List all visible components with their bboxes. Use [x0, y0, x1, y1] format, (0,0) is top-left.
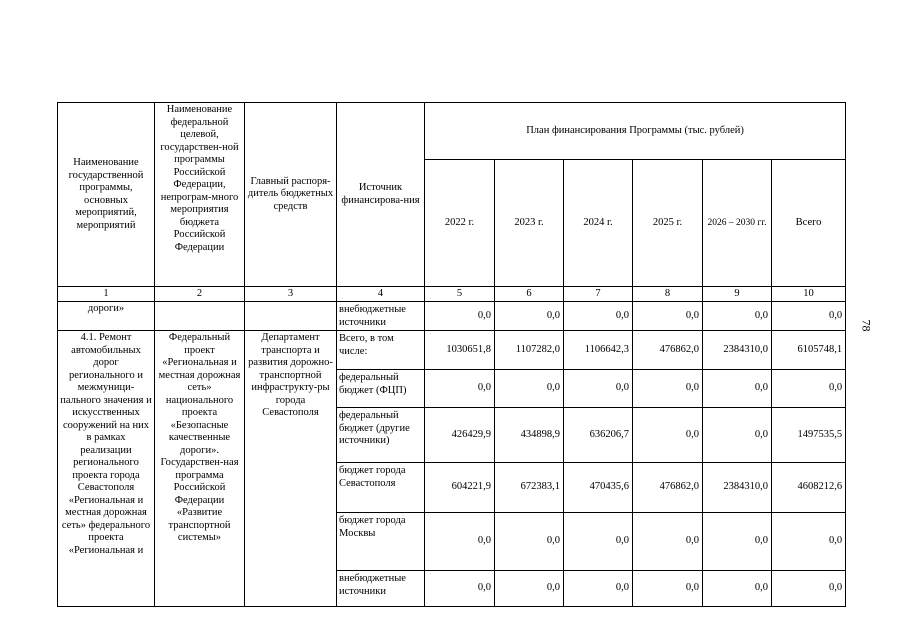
column-number: 3 [245, 287, 337, 302]
value-cell: 604221,9 [425, 463, 495, 513]
value-cell: 0,0 [425, 370, 495, 408]
value-cell: 672383,1 [495, 463, 564, 513]
financing-table [57, 102, 846, 607]
table-row [58, 331, 846, 370]
value-cell: 1030651,8 [425, 331, 495, 370]
funding-source-cell: внебюджетные источники [337, 302, 425, 331]
empty-cell [245, 302, 337, 331]
value-cell: 476862,0 [633, 331, 703, 370]
value-cell: 0,0 [425, 513, 495, 571]
header-federal-program: Наименование федеральной целевой, государствен-ной программы Российской Федерации, непрограм-много мероприятия бюджета Российской Федерации [155, 103, 245, 287]
value-cell: 636206,7 [564, 408, 633, 463]
value-cell: 0,0 [495, 571, 564, 607]
value-cell: 0,0 [703, 408, 772, 463]
funding-source-cell: Всего, в том числе: [337, 331, 425, 370]
column-number: 7 [564, 287, 633, 302]
funding-source-cell: бюджет города Москвы [337, 513, 425, 571]
header-program-name: Наименование государственной программы, основных мероприятий, мероприятий [58, 103, 155, 287]
value-cell: 0,0 [425, 302, 495, 331]
activity-name-cell: 4.1. Ремонт автомобильных дорог регионального и межмуници-пального значения и искусственных сооружений на них в рамках реализации регионального проекта города Севастополя «Региональная и местная дорожная сеть» федерального проекта «Региональная и [58, 331, 155, 607]
header-year-2022: 2022 г. [425, 160, 495, 287]
value-cell: 0,0 [564, 571, 633, 607]
value-cell: 0,0 [633, 302, 703, 331]
value-cell: 470435,6 [564, 463, 633, 513]
value-cell: 0,0 [633, 513, 703, 571]
value-cell: 2384310,0 [703, 331, 772, 370]
header-funding-source: Источник финансирова-ния [337, 103, 425, 287]
value-cell: 426429,9 [425, 408, 495, 463]
column-number: 2 [155, 287, 245, 302]
value-cell: 0,0 [495, 370, 564, 408]
value-cell: 0,0 [564, 370, 633, 408]
value-cell: 0,0 [564, 513, 633, 571]
header-year-2026-2030: 2026 – 2030 гг. [703, 160, 772, 287]
header-total: Всего [772, 160, 846, 287]
value-cell: 434898,9 [495, 408, 564, 463]
funding-source-cell: федеральный бюджет (другие источники) [337, 408, 425, 463]
value-cell: 0,0 [633, 571, 703, 607]
funding-source-cell: внебюджетные источники [337, 571, 425, 607]
empty-cell [155, 302, 245, 331]
value-cell: 4608212,6 [772, 463, 846, 513]
column-number: 9 [703, 287, 772, 302]
value-cell: 0,0 [495, 302, 564, 331]
header-year-2024: 2024 г. [564, 160, 633, 287]
funding-source-cell: федеральный бюджет (ФЦП) [337, 370, 425, 408]
value-cell: 1497535,5 [772, 408, 846, 463]
table-row [58, 302, 846, 331]
value-cell: 0,0 [772, 302, 846, 331]
value-cell: 0,0 [772, 370, 846, 408]
value-cell: 0,0 [703, 571, 772, 607]
value-cell: 0,0 [703, 513, 772, 571]
header-budget-holder: Главный распоря-дитель бюджетных средств [245, 103, 337, 287]
column-number: 4 [337, 287, 425, 302]
value-cell: 0,0 [633, 408, 703, 463]
federal-program-cell: Федеральный проект «Региональная и местная дорожная сеть» национального проекта «Безопасные качественные дороги». Государствен-ная программа Российской Федерации «Развитие транспортной системы» [155, 331, 245, 607]
column-number: 10 [772, 287, 846, 302]
column-number: 1 [58, 287, 155, 302]
value-cell: 0,0 [425, 571, 495, 607]
value-cell: 0,0 [772, 571, 846, 607]
value-cell: 0,0 [703, 370, 772, 408]
funding-source-cell: бюджет города Севастополя [337, 463, 425, 513]
value-cell: 2384310,0 [703, 463, 772, 513]
header-year-2023: 2023 г. [495, 160, 564, 287]
header-year-2025: 2025 г. [633, 160, 703, 287]
page-number: 78 [859, 319, 874, 332]
continuation-program-name: дороги» [58, 302, 155, 331]
value-cell: 0,0 [564, 302, 633, 331]
column-number: 8 [633, 287, 703, 302]
value-cell: 0,0 [703, 302, 772, 331]
budget-holder-cell: Департамент транспорта и развития дорожно-транспортной инфраструкту-ры города Севастополя [245, 331, 337, 607]
value-cell: 476862,0 [633, 463, 703, 513]
value-cell: 1107282,0 [495, 331, 564, 370]
value-cell: 0,0 [495, 513, 564, 571]
header-financing-plan: План финансирования Программы (тыс. рублей) [425, 103, 846, 160]
column-number: 6 [495, 287, 564, 302]
value-cell: 1106642,3 [564, 331, 633, 370]
value-cell: 0,0 [633, 370, 703, 408]
value-cell: 6105748,1 [772, 331, 846, 370]
column-number: 5 [425, 287, 495, 302]
value-cell: 0,0 [772, 513, 846, 571]
